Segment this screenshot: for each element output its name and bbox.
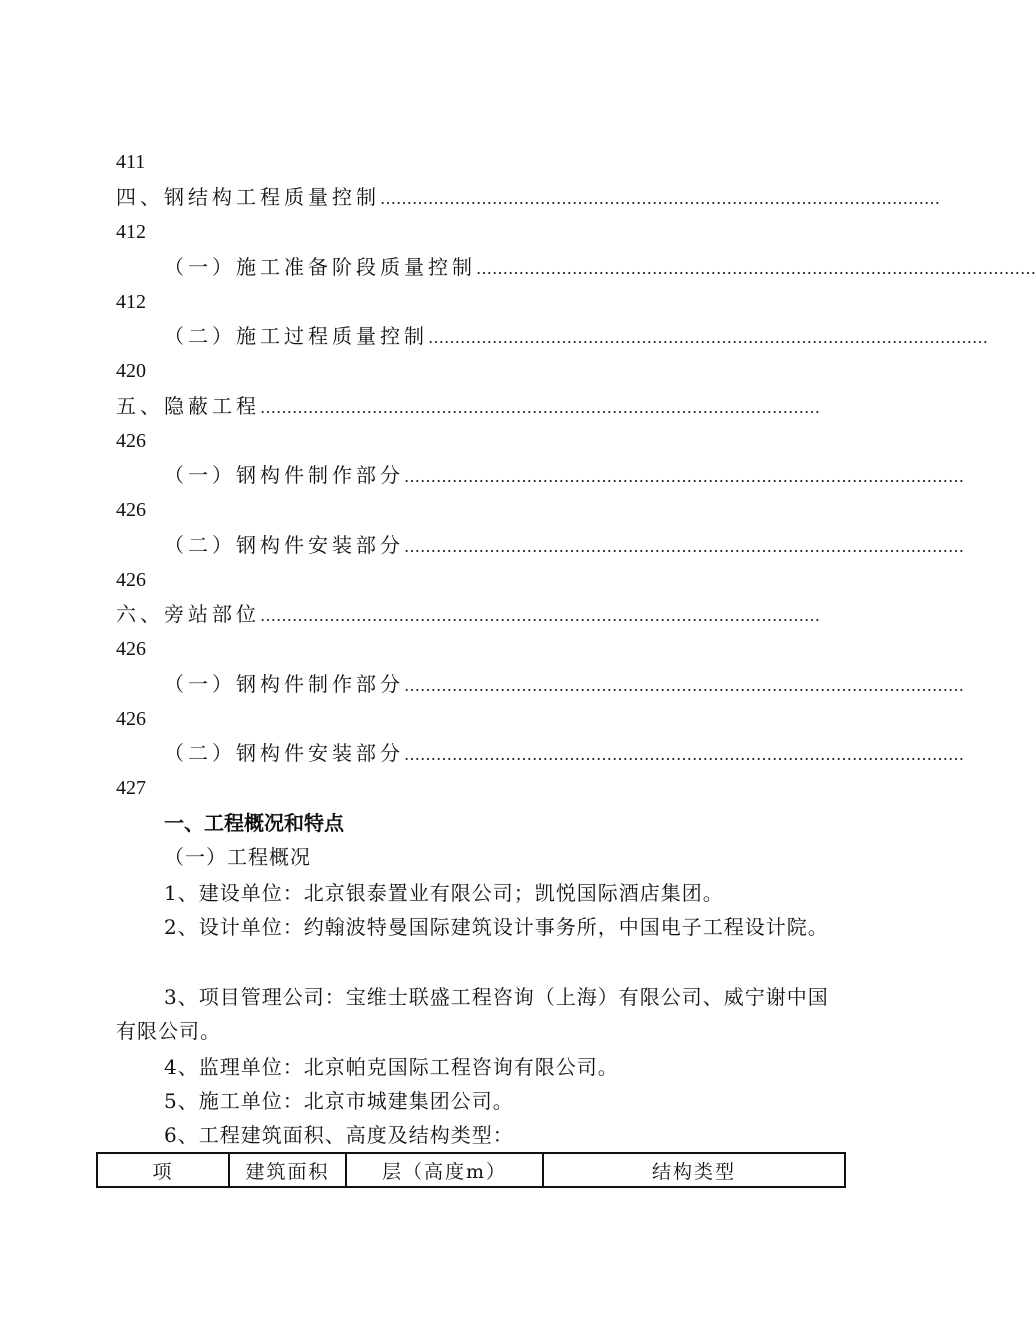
toc-entry[interactable] (164, 252, 1036, 282)
toc-page-number: 426 (116, 638, 146, 660)
toc-leader-dots: …………………………………………………………………………………………… (428, 328, 988, 347)
paragraph-text: 3、项目管理公司：宝维士联盛工程咨询（上海）有限公司、威宁谢中国有限公司。 (116, 985, 829, 1043)
toc-leader-dots: …………………………………………………………………………………………… (380, 189, 940, 208)
toc-leader-dots: …………………………………………………………………………………………… (404, 467, 964, 486)
toc-leader-dots: …………………………………………………………………………………………… (404, 676, 964, 695)
toc-entry-title: 六、旁站部位 (116, 602, 260, 626)
toc-page-number: 411 (116, 151, 146, 173)
section-heading: 一、工程概况和特点 (164, 811, 344, 835)
toc-entry[interactable] (116, 599, 836, 629)
toc-page-number: 426 (116, 708, 146, 730)
paragraph-text: 2、设计单位：约翰波特曼国际建筑设计事务所，中国电子工程设计院。 (164, 915, 829, 939)
paragraph-text: 1、建设单位：北京银泰置业有限公司；凯悦国际酒店集团。 (164, 881, 724, 905)
paragraph (116, 910, 838, 944)
table-header-row (97, 1153, 845, 1187)
toc-leader-dots: …………………………………………………………………………………………… (404, 745, 964, 764)
table-header-cell: 建筑面积 (229, 1153, 346, 1187)
toc-leader-dots: …………………………………………………………………………………………… (260, 606, 820, 625)
table-header-cell: 层（高度m） (346, 1153, 543, 1187)
sub-heading: （一）工程概况 (164, 845, 311, 869)
toc-entry[interactable] (164, 530, 964, 560)
paragraph (116, 1050, 838, 1084)
paragraph (116, 980, 838, 1048)
toc-page-number: 426 (116, 569, 146, 591)
toc-entry[interactable] (116, 182, 940, 212)
toc-page-number: 426 (116, 499, 146, 521)
toc-page-number: 412 (116, 221, 146, 243)
toc-entry[interactable] (164, 460, 964, 490)
toc-page-number: 426 (116, 430, 146, 452)
toc-entry-title: （一）施工准备阶段质量控制 (164, 255, 476, 279)
toc-leader-dots: …………………………………………………………………………………………… (260, 398, 820, 417)
table-header-cell: 结构类型 (543, 1153, 845, 1187)
building-info-table (96, 1152, 846, 1188)
toc-page-number: 420 (116, 360, 146, 382)
toc-entry[interactable] (116, 391, 836, 421)
toc-entry[interactable] (164, 669, 964, 699)
paragraph (116, 876, 838, 910)
toc-entry-title: 五、隐蔽工程 (116, 394, 260, 418)
toc-entry-title: （一）钢构件制作部分 (164, 463, 404, 487)
toc-entry-title: （二）钢构件安装部分 (164, 741, 404, 765)
toc-entry-title: （二）钢构件安装部分 (164, 533, 404, 557)
toc-page-number: 412 (116, 291, 146, 313)
table-header-cell: 项 (97, 1153, 229, 1187)
toc-page-number: 427 (116, 777, 146, 799)
paragraph (116, 1118, 838, 1152)
toc-entry-title: 四、钢结构工程质量控制 (116, 185, 380, 209)
paragraph (116, 1084, 838, 1118)
paragraph-text: 5、施工单位：北京市城建集团公司。 (164, 1089, 514, 1113)
toc-leader-dots: …………………………………………………………………………………………… (404, 537, 964, 556)
toc-entry[interactable] (164, 738, 964, 768)
toc-entry[interactable] (164, 321, 988, 351)
paragraph-text: 4、监理单位：北京帕克国际工程咨询有限公司。 (164, 1055, 619, 1079)
toc-leader-dots: …………………………………………………………………………………………… (476, 259, 1036, 278)
paragraph-text: 6、工程建筑面积、高度及结构类型： (164, 1123, 514, 1147)
toc-entry-title: （一）钢构件制作部分 (164, 672, 404, 696)
toc-entry-title: （二）施工过程质量控制 (164, 324, 428, 348)
